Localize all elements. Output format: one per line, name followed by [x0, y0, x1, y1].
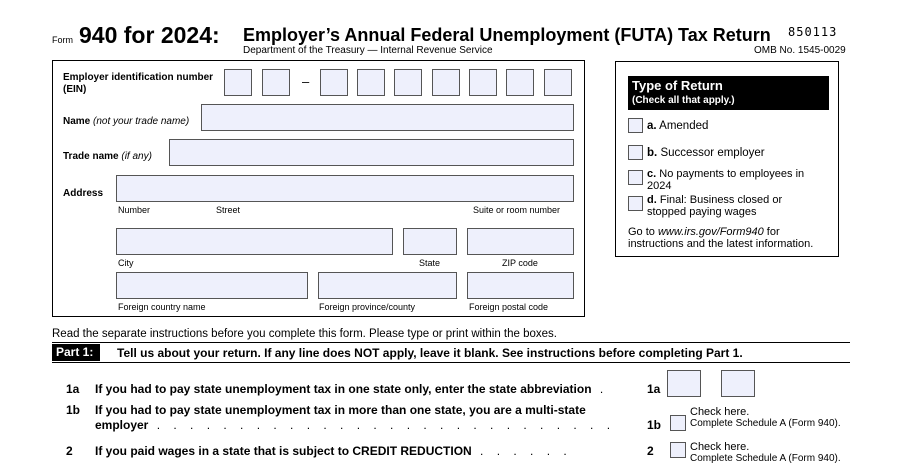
part1-rule-bottom	[52, 362, 850, 363]
ein-digit-2[interactable]	[262, 69, 290, 96]
irs-url-link[interactable]: www.irs.gov/Form940	[657, 226, 764, 238]
state-label: State	[419, 258, 441, 268]
type-of-return-title: Type of Return	[632, 78, 723, 93]
line-1a-text: If you had to pay state unemployment tax in one state only, enter the state abbreviation .	[95, 382, 609, 396]
line-2-check-text: Check here. Complete Schedule A (Form 940).	[690, 441, 841, 464]
state-abbrev-box-2[interactable]	[721, 370, 755, 397]
name-input[interactable]	[201, 104, 574, 131]
line-1b-text: If you had to pay state unemployment tax in more than one state, you are a multi-state employer . . . . . . . . . . . . . . . . . . . . . . . . . . . .	[95, 403, 616, 432]
no-payments-checkbox[interactable]	[628, 170, 643, 185]
ein-label: Employer identification number (EIN)	[63, 72, 214, 95]
foreign-province-label: Foreign province/county	[319, 302, 416, 312]
state-abbrev-box-1[interactable]	[667, 370, 701, 397]
form-number-title: 940 for 2024:	[79, 22, 220, 48]
department: Department of the Treasury — Internal Revenue Service	[243, 45, 493, 56]
ein-digit-4[interactable]	[357, 69, 385, 96]
number-label: Number	[118, 205, 151, 215]
form-prefix: Form	[52, 35, 73, 45]
part1-title: Tell us about your return. If any line does NOT apply, leave it blank. See instructions before completing Part 1.	[117, 346, 743, 360]
form-header	[0, 0, 900, 60]
street-address-input[interactable]	[116, 175, 574, 202]
line-2-ref: 2	[647, 444, 654, 458]
omb-number: OMB No. 1545-0029	[754, 45, 846, 56]
foreign-province-input[interactable]	[318, 272, 457, 299]
ein-digit-9[interactable]	[544, 69, 572, 96]
foreign-country-input[interactable]	[116, 272, 308, 299]
zip-label: ZIP code	[502, 258, 538, 268]
trade-name-label: Trade name (if any)	[63, 151, 152, 162]
foreign-postal-input[interactable]	[467, 272, 574, 299]
amended-checkbox[interactable]	[628, 118, 643, 133]
successor-employer-checkbox[interactable]	[628, 145, 643, 160]
goto-instructions: Go to www.irs.gov/Form940 for instructions and the latest information.	[628, 226, 814, 250]
type-of-return-subtitle: (Check all that apply.)	[632, 95, 735, 106]
city-input[interactable]	[116, 228, 393, 255]
line-1a-number: 1a	[66, 382, 80, 396]
city-label: City	[118, 258, 134, 268]
ein-digit-3[interactable]	[320, 69, 348, 96]
type-of-return-header	[628, 76, 829, 110]
ein-digit-8[interactable]	[506, 69, 534, 96]
general-instructions: Read the separate instructions before you complete this form. Please type or print within the boxes.	[52, 328, 557, 340]
ein-digit-1[interactable]	[224, 69, 252, 96]
credit-reduction-checkbox[interactable]	[670, 442, 686, 458]
ein-digit-7[interactable]	[469, 69, 497, 96]
zip-input[interactable]	[467, 228, 574, 255]
final-return-checkbox[interactable]	[628, 196, 643, 211]
line-1b-number: 1b	[66, 403, 81, 417]
part1-badge: Part 1:	[52, 344, 100, 361]
name-label: Name (not your trade name)	[63, 116, 190, 127]
line-2-number: 2	[66, 444, 73, 458]
ein-digit-5[interactable]	[394, 69, 422, 96]
foreign-country-label: Foreign country name	[118, 302, 206, 312]
form-code: 850113	[788, 25, 838, 39]
option-successor: b. Successor employer	[647, 147, 765, 159]
line-1a-ref: 1a	[647, 382, 661, 396]
address-label: Address	[63, 188, 104, 199]
ein-dash: –	[302, 74, 310, 89]
option-no-payments: c. No payments to employees in 2024	[647, 168, 805, 192]
form-title: Employer’s Annual Federal Unemployment (FUTA) Tax Return	[243, 25, 771, 45]
state-input[interactable]	[403, 228, 457, 255]
foreign-postal-label: Foreign postal code	[469, 302, 549, 312]
multi-state-checkbox[interactable]	[670, 415, 686, 431]
street-label: Street	[216, 205, 241, 215]
part1-rule-top	[52, 342, 850, 343]
suite-label: Suite or room number	[473, 205, 561, 215]
line-2-text: If you paid wages in a state that is subject to CREDIT REDUCTION . . . . . .	[95, 444, 572, 458]
line-1b-ref: 1b	[647, 418, 662, 432]
trade-name-input[interactable]	[169, 139, 574, 166]
ein-digit-6[interactable]	[432, 69, 460, 96]
line-1b-check-text: Check here. Complete Schedule A (Form 940).	[690, 406, 841, 429]
option-amended: a. Amended	[647, 120, 709, 132]
option-final: d. Final: Business closed or stopped paying wages	[647, 194, 783, 218]
